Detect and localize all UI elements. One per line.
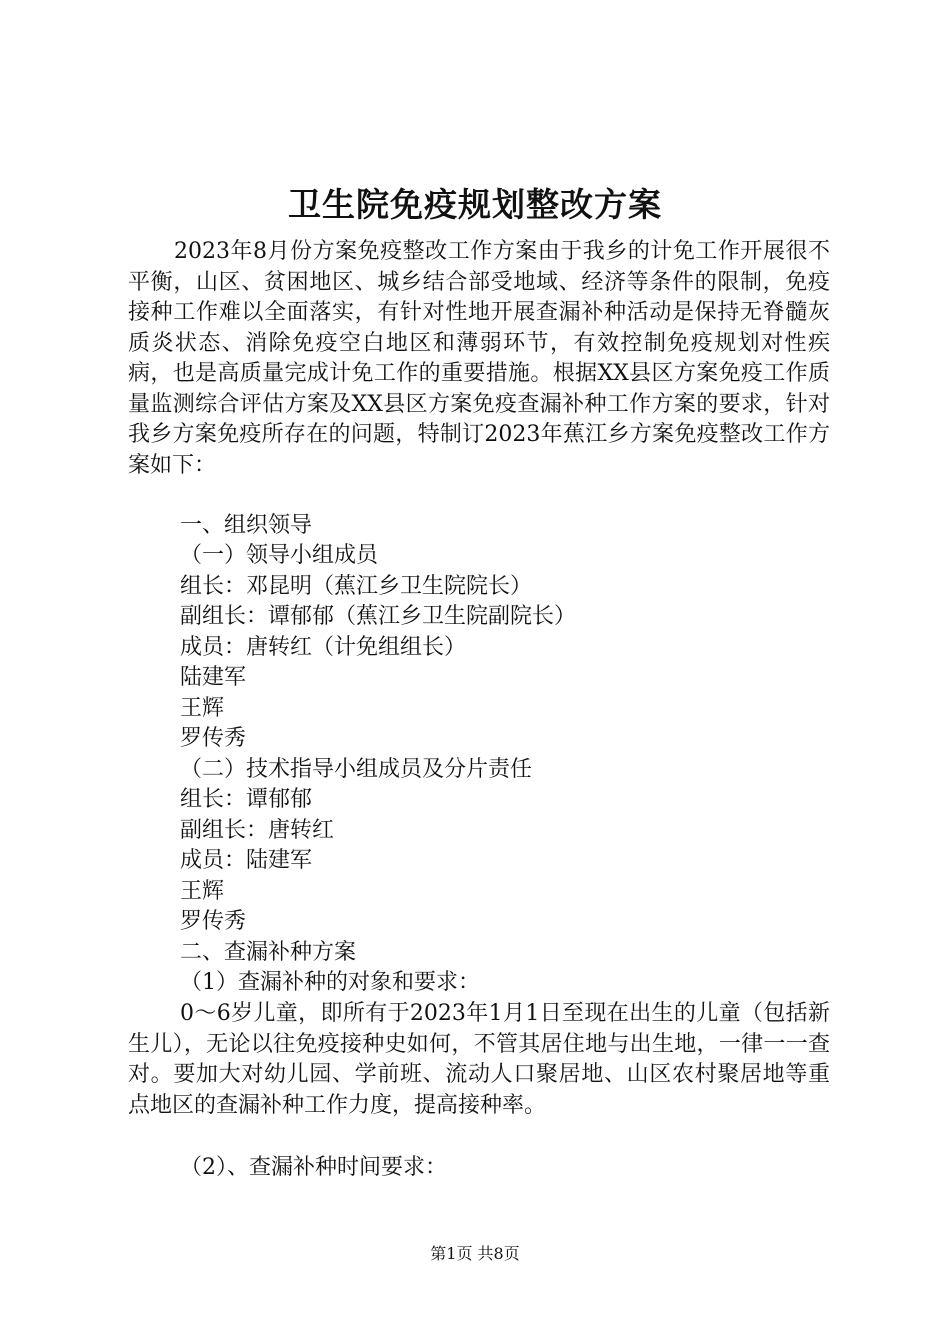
member-line: 成员：唐转红（计免组组长） — [180, 635, 467, 660]
subsection-technical-group: （二）技术指导小组成员及分片责任 — [180, 757, 533, 782]
leader-line: 组长：邓昆明（蕉江乡卫生院院长） — [180, 574, 533, 599]
member-name: 王辉 — [180, 696, 225, 721]
member-name: 陆建军 — [180, 665, 247, 690]
member-name: 罗传秀 — [180, 726, 247, 751]
intro-paragraph: 2023年8月份方案免疫整改工作方案由于我乡的计免工作开展很不平衡，山区、贫困地区、城乡结合部受地域、经济等条件的限制，免疫接种工作难以全面落实，有针对性地开展查漏补种活动是保持无脊髓灰质炎状态、消除免疫空白地区和薄弱环节，有效控制免疫规划对性疾病，也是高质量完成计免工作的重要措施。根据XX县区方案免疫工作质量监测综合评估方案及XX县区方案免疫查漏补种工作方案的要求，针对我乡方案免疫所存在的问题，特制订2023年蕉江乡方案免疫整改工作方案如下： — [128, 239, 830, 478]
subsection-leadership-group: （一）领导小组成员 — [180, 543, 379, 568]
targets-paragraph: 0～6岁儿童，即所有于2023年1月1日至现在出生的儿童（包括新生儿），无论以往免疫接种史如何，不管其居住地与出生地，一律一一查对。要加大对幼儿园、学前班、流动人口聚居地、山区农村聚居地等重点地区的查漏补种工作力度，提高接种率。 — [128, 1001, 830, 1118]
subsection-time-requirements: （2）、查漏补种时间要求： — [180, 1155, 447, 1180]
section-heading-catch-up: 二、查漏补种方案 — [180, 940, 357, 965]
subsection-targets: （1）查漏补种的对象和要求： — [180, 970, 480, 995]
member-line: 成员：陆建军 — [180, 848, 313, 873]
document-title: 卫生院免疫规划整改方案 — [288, 185, 662, 224]
deputy-leader-line: 副组长：谭郁郁（蕉江乡卫生院副院长） — [180, 604, 577, 629]
page-footer: 第1页 共8页 — [430, 1244, 520, 1263]
member-name: 王辉 — [180, 879, 225, 904]
section-heading-organization: 一、组织领导 — [180, 513, 313, 538]
leader-line: 组长：谭郁郁 — [180, 787, 313, 812]
deputy-leader-line: 副组长：唐转红 — [180, 818, 335, 843]
member-name: 罗传秀 — [180, 909, 247, 934]
